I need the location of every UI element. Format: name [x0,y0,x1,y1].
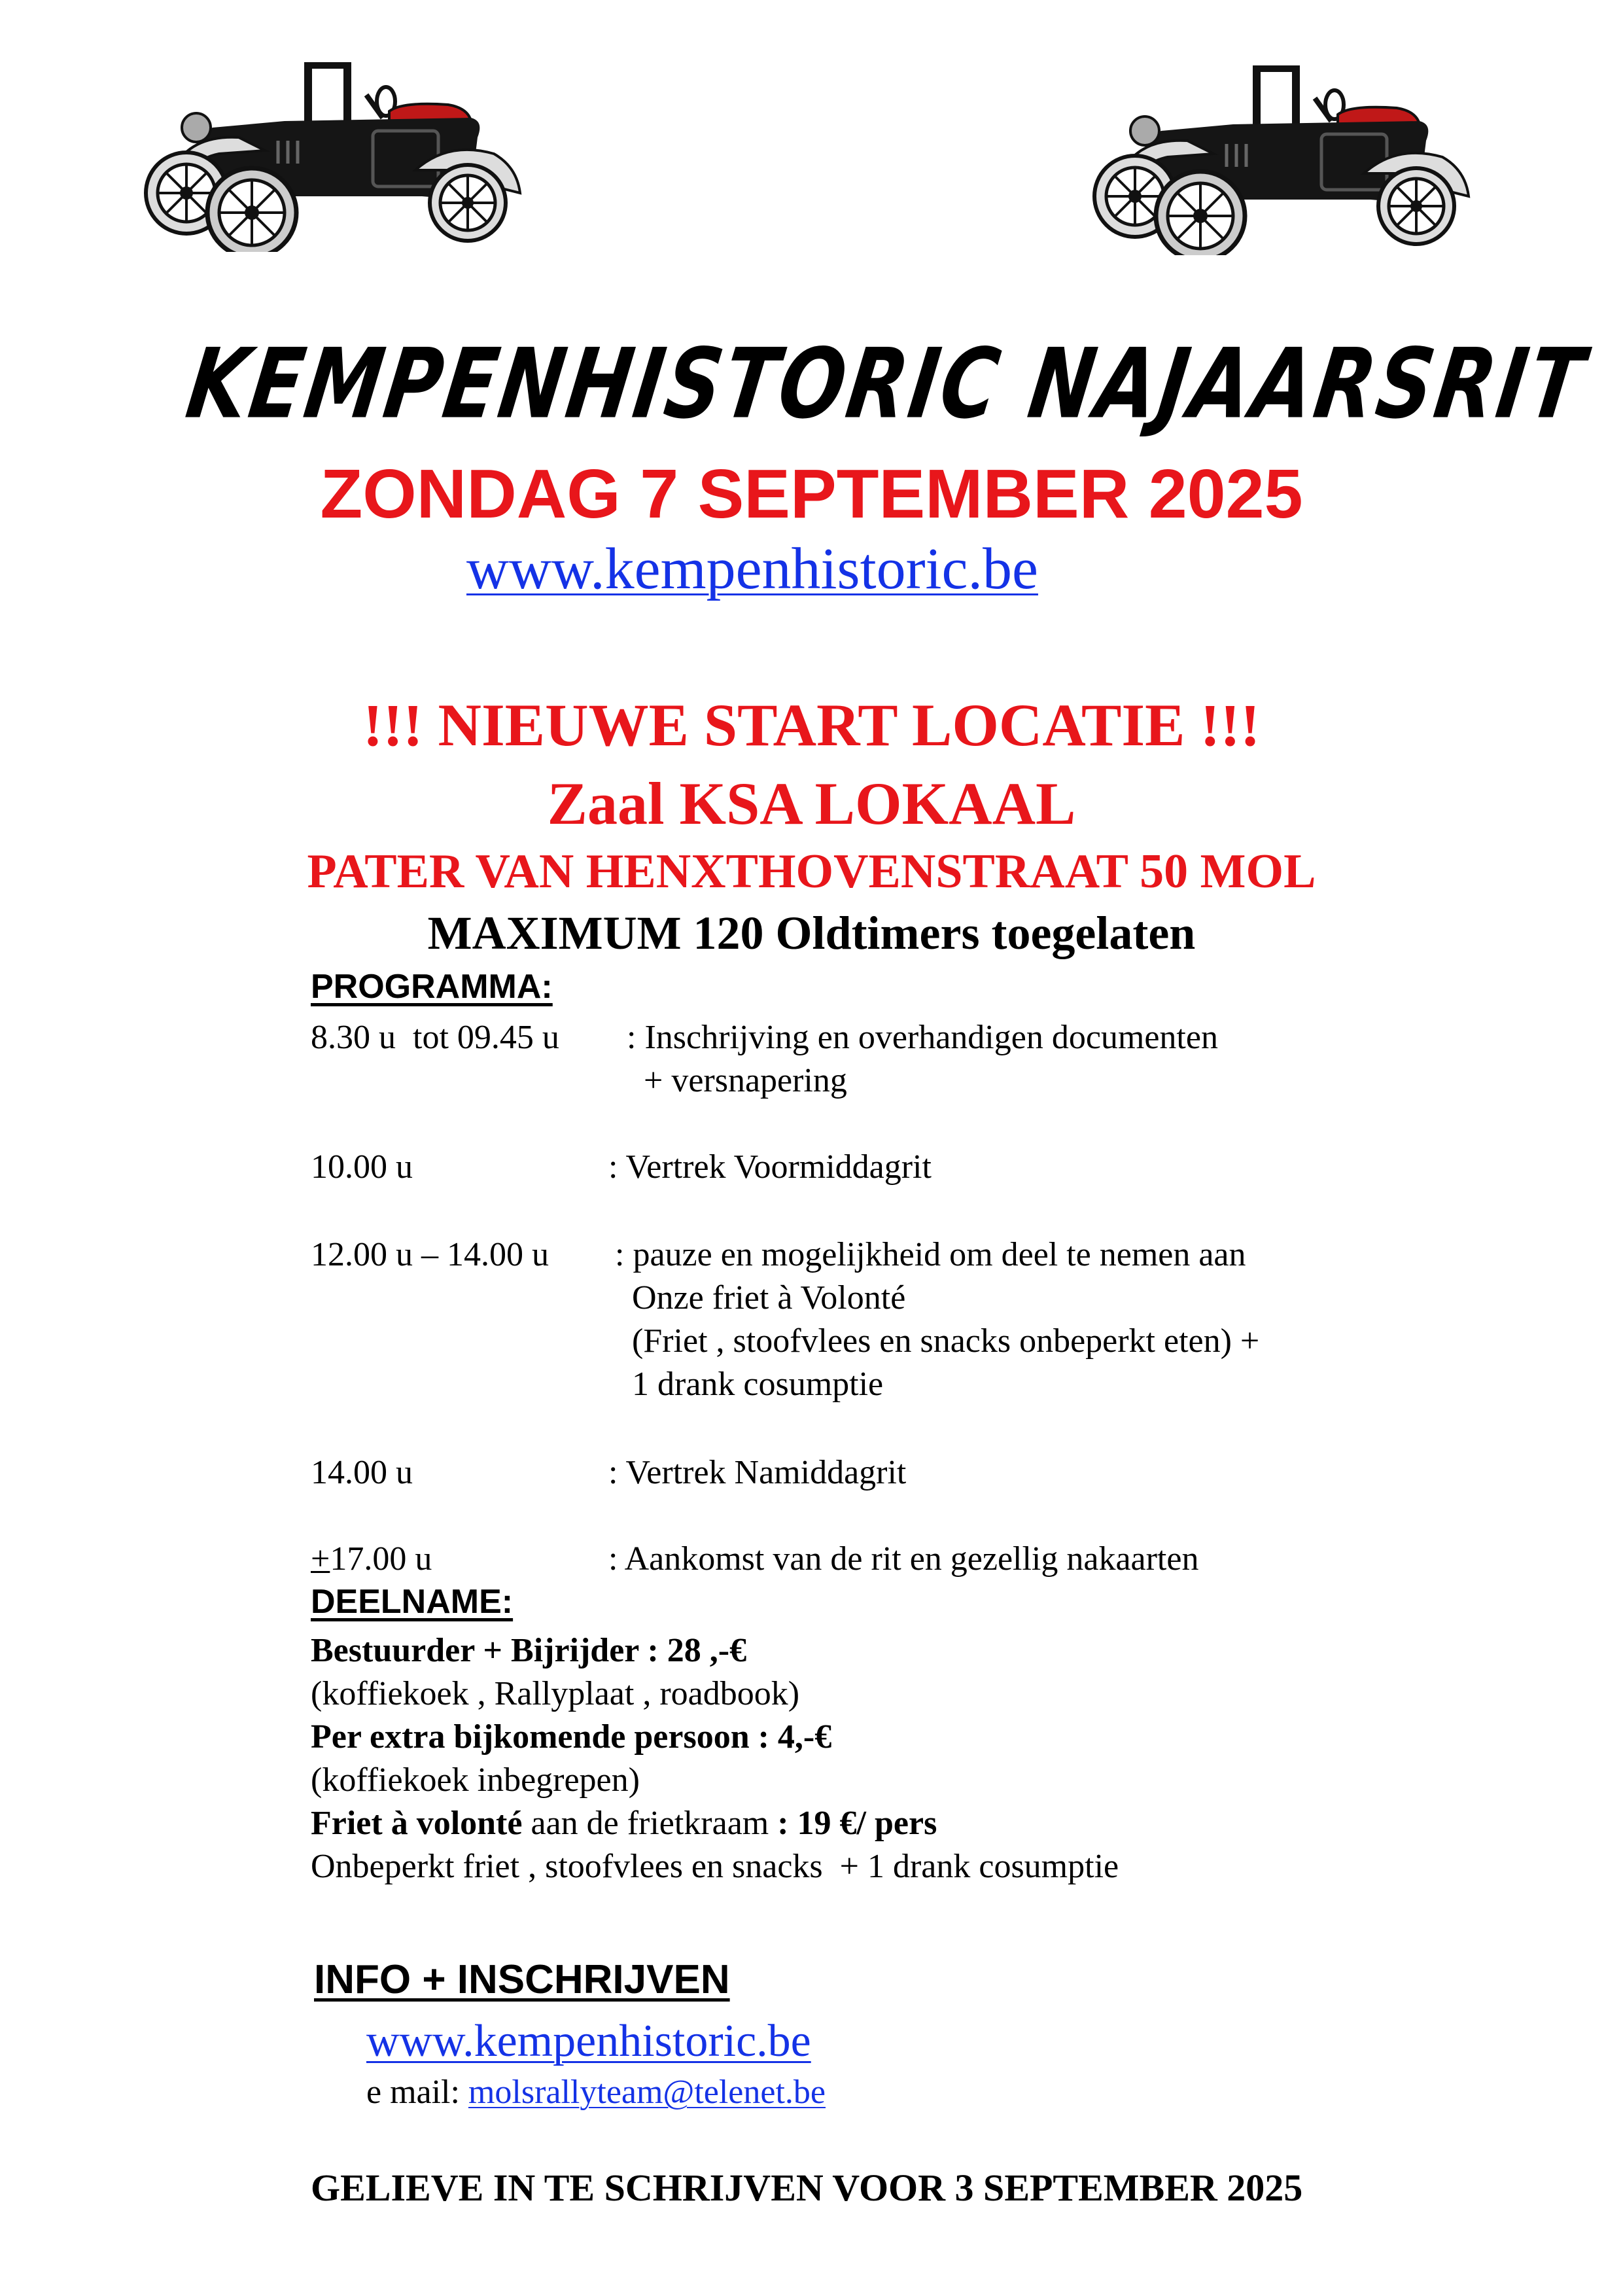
vintage-car-icon-left [141,56,533,252]
programma-desc-3a: : pauze en mogelijkheid om deel te nemen aan [615,1236,1246,1273]
programma-desc-1a: : Inschrijving en overhandigen documenten [627,1019,1218,1056]
programma-desc-3b: Onze friet à Volonté [615,1279,906,1316]
driver-price: Bestuurder + Bijrijder : 28 ,-€ [311,1632,747,1669]
driver-includes: (koffiekoek , Rallyplaat , roadbook) [311,1675,800,1712]
programma-heading: PROGRAMMA: [311,968,553,1006]
venue-address: PATER VAN HENXTHOVENSTRAAT 50 MOL [307,845,1316,898]
friet-includes: Onbeperkt friet , stoofvlees en snacks + 1 drank cosumptie [311,1848,1119,1885]
deelname-heading: DEELNAME: [311,1583,514,1621]
programma-desc-3d: 1 drank cosumptie [615,1366,884,1403]
registration-deadline: GELIEVE IN TE SCHRIJVEN VOOR 3 SEPTEMBER 2025 [311,2166,1303,2209]
event-title-kempen: KEMPEN [180,327,576,440]
programma-time-4: 14.00 u [311,1454,413,1491]
programma-time-2: 10.00 u [311,1148,413,1186]
venue-hall: Zaal KSA LOKAAL [547,770,1076,837]
programma-desc-1b: + versnapering [627,1062,847,1099]
programma-desc-4: : Vertrek Namiddagrit [608,1454,907,1491]
info-heading: INFO + INSCHRIJVEN [314,1957,730,2002]
vintage-car-icon-right [1089,59,1482,255]
website-link-info[interactable]: www.kempenhistoric.be [366,2016,811,2066]
programma-time-5: +17.00 u [311,1540,432,1578]
website-link-top[interactable]: www.kempenhistoric.be [466,537,1038,601]
email-link[interactable]: molsrallyteam@telenet.be [468,2074,826,2111]
programma-desc-3c: (Friet , stoofvlees en snacks onbeperkt eten) + [615,1322,1260,1360]
email-line [366,2073,826,2111]
friet-price-line: Friet à volonté aan de frietkraam : 19 €/ pers [311,1805,937,1842]
programma-time-3: 12.00 u – 14.00 u [311,1236,549,1273]
email-label: e mail: [366,2074,468,2111]
extra-person-includes: (koffiekoek inbegrepen) [311,1761,640,1799]
event-date: ZONDAG 7 SEPTEMBER 2025 [320,455,1303,533]
programma-desc-5: : Aankomst van de rit en gezellig nakaarten [608,1540,1199,1578]
extra-person-price: Per extra bijkomende persoon : 4,-€ [311,1718,832,1756]
programma-desc-2: : Vertrek Voormiddagrit [608,1148,932,1186]
event-title-historic: HISTORIC NAJAARSRIT [559,327,1593,440]
capacity-notice: MAXIMUM 120 Oldtimers toegelaten [427,907,1196,959]
programma-time-1: 8.30 u tot 09.45 u [311,1019,559,1056]
new-location-notice: !!! NIEUWE START LOCATIE !!! [362,692,1261,758]
